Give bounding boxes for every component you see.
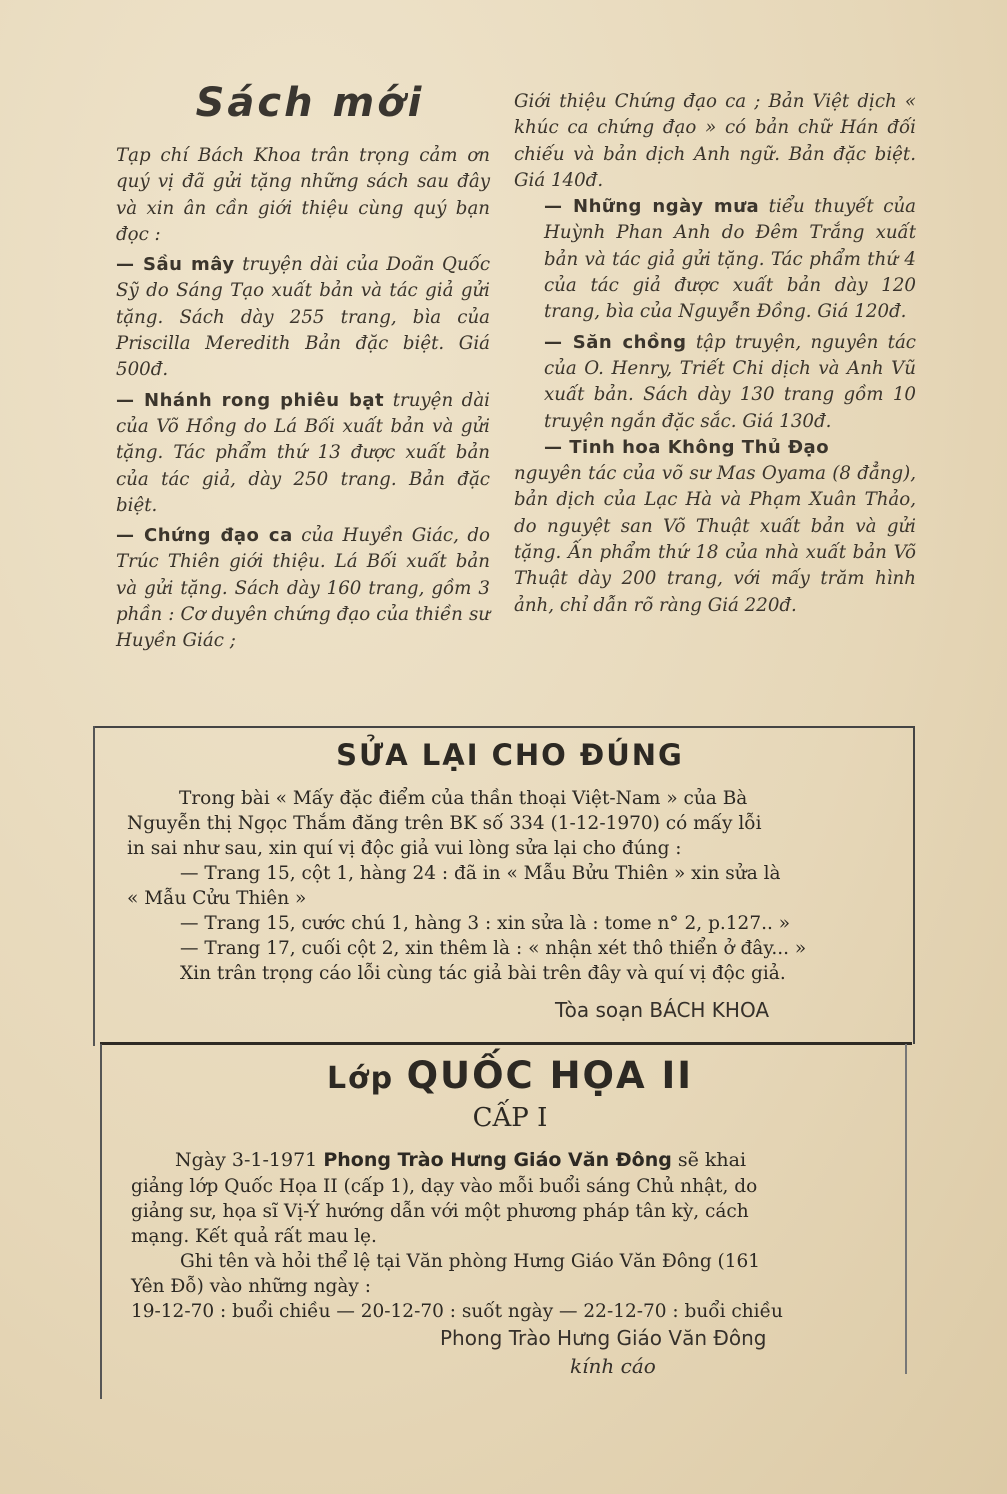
errata-signature: Tòa soạn BÁCH KHOA <box>555 998 770 1022</box>
class-line: mạng. Kết quả rất mau lẹ. <box>131 1226 377 1247</box>
book-entry <box>86 388 490 519</box>
book-desc: nguyên tác của võ sư Mas Oyama (8 đẳng), bản dịch của Lạc Hà và Phạm Xuân Thảo, do nguyệt san Võ Thuật xuất bản và gửi tặng. Ấn phẩm thứ 18 của nhà xuất bản Võ Thuật dày 200 trang, với mấy trăm hình ảnh, chỉ dẫn rõ ràng Giá 220đ. <box>514 463 916 616</box>
book-entry <box>86 252 490 383</box>
section-heading: Sách mới <box>195 80 425 126</box>
book-desc: tập truyện, nguyên tác của O. Henry, Triết Chi dịch và Anh Vũ xuất bản. Sách dày 130 trang gồm 10 truyện ngắn đặc sắc. Giá 130đ. <box>544 331 916 432</box>
divider <box>905 1044 907 1374</box>
book-entry <box>514 435 916 461</box>
book-desc-continued: Giới thiệu Chứng đạo ca ; Bản Việt dịch « khúc ca chứng đạo » có bản chữ Hán đối chiếu và bản dịch Anh ngữ. Bản đặc biệt. Giá 140đ. <box>514 91 916 191</box>
book-title: — Săn chồng <box>544 331 687 353</box>
left-column <box>86 143 490 655</box>
class-signature: Phong Trào Hưng Giáo Văn Đông <box>440 1326 767 1350</box>
class-line: 19-12-70 : buổi chiều — 20-12-70 : suốt ngày — 22-12-70 : buổi chiều <box>131 1301 783 1322</box>
divider <box>93 726 95 1046</box>
errata-line: — Trang 15, cước chú 1, hàng 3 : xin sửa là : tome n° 2, p.127.. » <box>180 913 791 934</box>
book-title: — Những ngày mưa <box>544 196 760 218</box>
errata-line: — Trang 15, cột 1, hàng 24 : đã in « Mẫu Bửu Thiên » xin sửa là <box>180 863 781 884</box>
class-signature-sub: kính cáo <box>570 1354 656 1378</box>
class-line: Yên Đỗ) vào những ngày : <box>131 1276 371 1297</box>
intro-paragraph: Tạp chí Bách Khoa trân trọng cảm ơn quý vị đã gửi tặng những sách sau đây và xin ân cần giới thiệu cùng quý bạn đọc : <box>116 145 490 245</box>
class-title: Lớp QUỐC HỌA II <box>326 1054 694 1097</box>
errata-line: « Mẫu Cửu Thiên » <box>127 888 307 909</box>
class-line: Ngày 3-1-1971 Phong Trào Hưng Giáo Văn Đông sẽ khai <box>175 1149 747 1171</box>
errata-line: in sai như sau, xin quí vị độc giả vui lòng sửa lại cho đúng : <box>127 838 682 859</box>
book-title: — Chứng đạo ca <box>116 525 293 547</box>
errata-title: SỬA LẠI CHO ĐÚNG <box>336 738 684 772</box>
book-entry <box>514 194 916 325</box>
right-column <box>514 89 916 619</box>
class-subtitle: CẤP I <box>472 1103 548 1133</box>
class-line: giảng sư, họa sĩ Vị-Ý hướng dẫn với một phương pháp tân kỳ, cách <box>131 1201 749 1222</box>
errata-line: Nguyễn thị Ngọc Thắm đăng trên BK số 334 (1-12-1970) có mấy lỗi <box>127 813 762 834</box>
class-line: Ghi tên và hỏi thể lệ tại Văn phòng Hưng Giáo Văn Đông (161 <box>180 1251 761 1272</box>
divider <box>100 1044 102 1399</box>
class-line: giảng lớp Quốc Họa II (cấp 1), dạy vào mỗi buổi sáng Chủ nhật, do <box>131 1176 758 1197</box>
book-desc: truyện dài của Võ Hồng do Lá Bối xuất bản và gửi tặng. Tác phẩm thứ 13 được xuất bản của tác giả, dày 250 trang. Bản đặc biệt. <box>116 389 490 516</box>
errata-line: Xin trân trọng cáo lỗi cùng tác giả bài trên đây và quí vị độc giả. <box>180 963 786 984</box>
errata-line: — Trang 17, cuối cột 2, xin thêm là : « nhận xét thô thiển ở đây... » <box>180 938 807 959</box>
book-entry <box>86 523 490 654</box>
book-title: — Sầu mây <box>116 254 235 276</box>
divider <box>100 1042 912 1045</box>
book-entry <box>514 330 916 435</box>
book-desc: của Huyền Giác, do Trúc Thiên giới thiệu. Lá Bối xuất bản và gửi tặng. Sách dày 160 trang, gồm 3 phần : Cơ duyên chứng đạo của thiền sư Huyền Giác ; <box>116 525 490 652</box>
book-desc: truyện dài của Doãn Quốc Sỹ do Sáng Tạo xuất bản và tác giả gửi tặng. Sách dày 255 trang, bìa của Priscilla Meredith Bản đặc biệt. Giá 500đ. <box>116 254 490 381</box>
book-title: — Tinh hoa Không Thủ Đạo <box>544 436 830 458</box>
errata-line: Trong bài « Mấy đặc điểm của thần thoại Việt-Nam » của Bà <box>179 788 748 809</box>
book-title: — Nhánh rong phiêu bạt <box>116 389 385 411</box>
book-desc: tiểu thuyết của Huỳnh Phan Anh do Đêm Trắng xuất bản và tác giả gửi tặng. Tác phẩm thứ 4 của tác giả được xuất bản dày 120 trang, bìa của Nguyễn Đồng. Giá 120đ. <box>544 196 916 323</box>
